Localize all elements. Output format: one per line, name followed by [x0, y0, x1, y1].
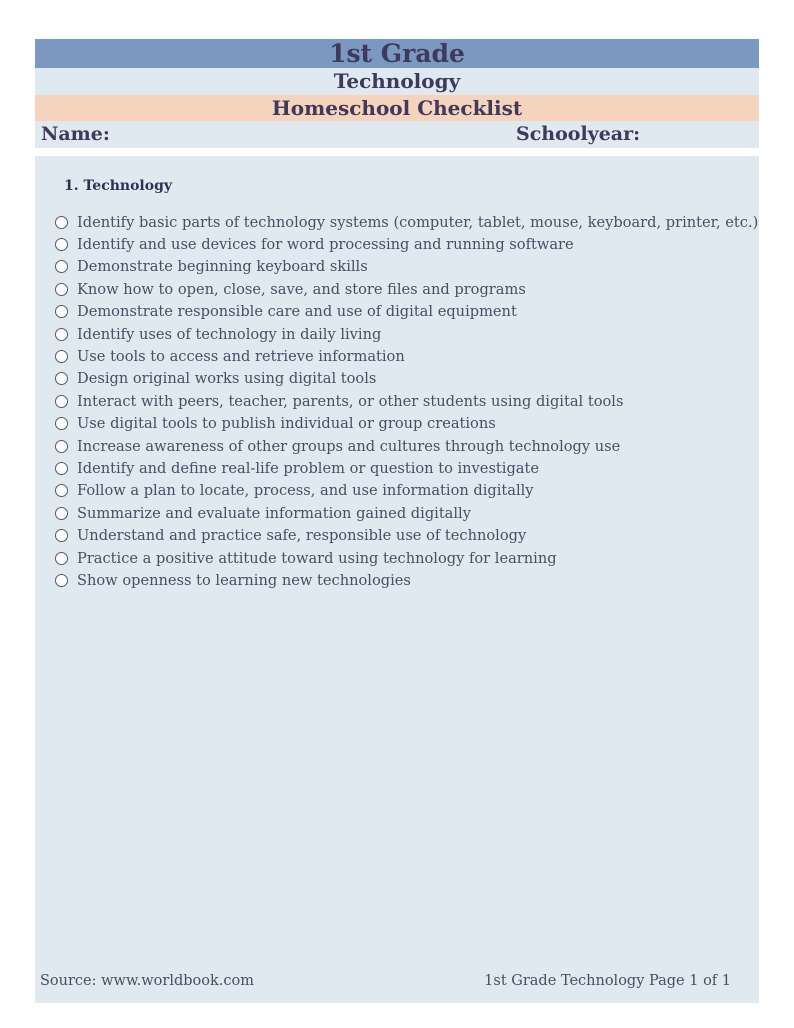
- checkbox-circle-icon[interactable]: [55, 372, 68, 385]
- checklist-item-text: Identify and define real-life problem or question to investigate: [77, 459, 540, 477]
- checklist-item: [55, 323, 758, 345]
- checklist-item-text: Demonstrate responsible care and use of digital equipment: [77, 303, 517, 321]
- checkbox-circle-icon[interactable]: [55, 507, 68, 520]
- checkbox-circle-icon[interactable]: [55, 574, 68, 587]
- checklist-item-text: Understand and practice safe, responsible use of technology: [77, 527, 527, 545]
- checklist-item-text: Increase awareness of other groups and cultures through technology use: [77, 437, 621, 455]
- checklist-title: Homeschool Checklist: [271, 96, 523, 120]
- checklist-item-text: Summarize and evaluate information gained digitally: [77, 504, 471, 522]
- checklist-item-text: Identify and use devices for word processing and running software: [77, 236, 574, 254]
- checklist-item: [55, 368, 758, 390]
- checkbox-circle-icon[interactable]: [55, 529, 68, 542]
- checklist-item-text: Practice a positive attitude toward using technology for learning: [77, 549, 557, 567]
- checkbox-circle-icon[interactable]: [55, 305, 68, 318]
- checkbox-circle-icon[interactable]: [55, 350, 68, 363]
- checklist-item: [55, 256, 758, 278]
- grade-title: 1st Grade: [329, 39, 465, 68]
- checklist-item: [55, 569, 758, 591]
- checkbox-circle-icon[interactable]: [55, 283, 68, 296]
- subject-title: Technology: [333, 69, 461, 93]
- checklist-item: [55, 278, 758, 300]
- checkbox-circle-icon[interactable]: [55, 484, 68, 497]
- checklist-banner: [35, 95, 759, 121]
- checklist-item-text: Design original works using digital tools: [77, 370, 377, 388]
- checklist-item: [55, 547, 758, 569]
- schoolyear-label: Schoolyear:: [516, 123, 641, 145]
- checklist-item-text: Use digital tools to publish individual or group creations: [77, 415, 496, 433]
- checklist-item: [55, 524, 758, 546]
- checkbox-circle-icon[interactable]: [55, 552, 68, 565]
- checklist-item-text: Use tools to access and retrieve information: [77, 348, 405, 366]
- info-row: [35, 121, 759, 148]
- checkbox-circle-icon[interactable]: [55, 260, 68, 273]
- section-title: 1. Technology: [64, 178, 173, 194]
- checklist-item: [55, 211, 758, 233]
- checkbox-circle-icon[interactable]: [55, 417, 68, 430]
- checkbox-circle-icon[interactable]: [55, 216, 68, 229]
- checklist-panel: [35, 156, 759, 1003]
- checklist-item: [55, 435, 758, 457]
- checkbox-circle-icon[interactable]: [55, 328, 68, 341]
- checklist-item: [55, 413, 758, 435]
- checklist-item-text: Know how to open, close, save, and store files and programs: [77, 280, 526, 298]
- checklist-item-text: Show openness to learning new technologies: [77, 571, 411, 589]
- checklist-item-text: Identify basic parts of technology systems (computer, tablet, mouse, keyboard, printer, etc.): [77, 213, 759, 231]
- checkbox-circle-icon[interactable]: [55, 462, 68, 475]
- checklist-item-text: Demonstrate beginning keyboard skills: [77, 258, 368, 276]
- name-label: Name:: [41, 123, 110, 145]
- checklist-item-text: Interact with peers, teacher, parents, or other students using digital tools: [77, 392, 624, 410]
- checkbox-circle-icon[interactable]: [55, 238, 68, 251]
- subject-banner: [35, 68, 759, 95]
- checklist-item-text: Identify uses of technology in daily living: [77, 325, 382, 343]
- checklist: [55, 211, 758, 592]
- checklist-item: [55, 390, 758, 412]
- footer-page-label: 1st Grade Technology Page 1 of 1: [484, 973, 731, 989]
- checklist-item: [55, 502, 758, 524]
- checkbox-circle-icon[interactable]: [55, 395, 68, 408]
- grade-banner: [35, 39, 759, 68]
- checklist-item: [55, 457, 758, 479]
- checklist-item: [55, 233, 758, 255]
- checklist-item: [55, 301, 758, 323]
- checkbox-circle-icon[interactable]: [55, 440, 68, 453]
- checklist-item-text: Follow a plan to locate, process, and use information digitally: [77, 482, 534, 500]
- checklist-item: [55, 345, 758, 367]
- footer-source: Source: www.worldbook.com: [40, 973, 254, 989]
- checklist-item: [55, 480, 758, 502]
